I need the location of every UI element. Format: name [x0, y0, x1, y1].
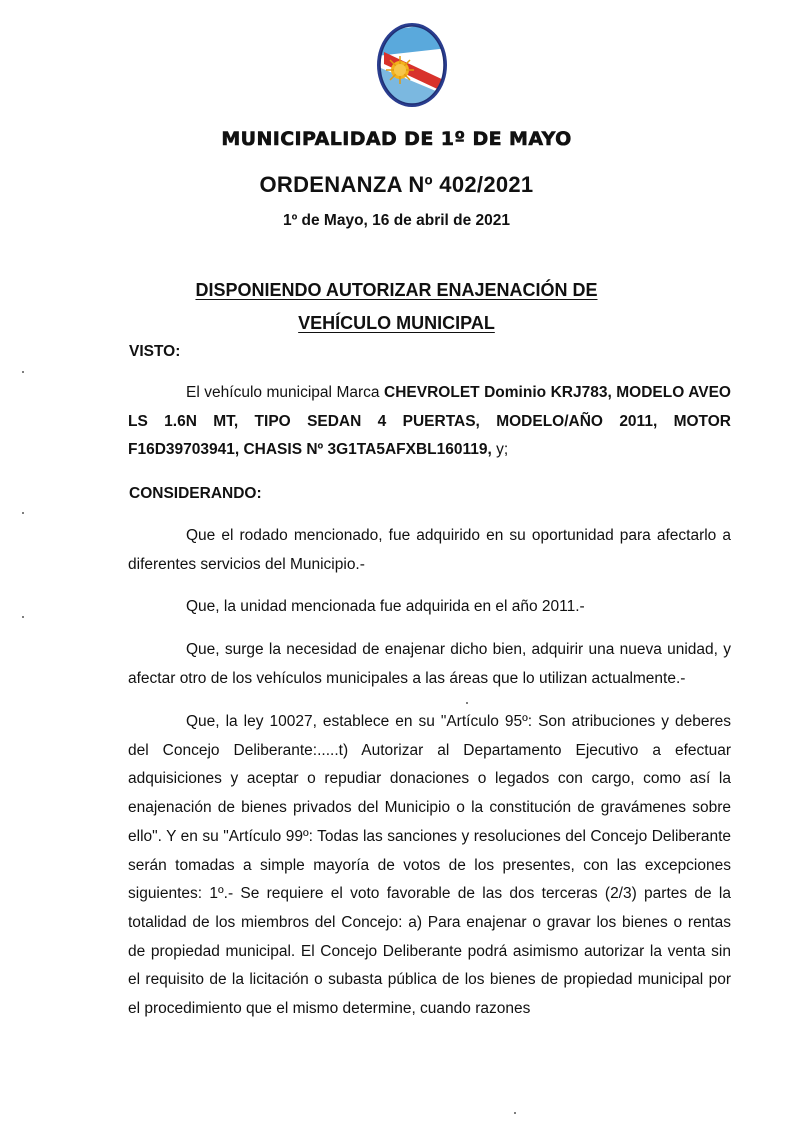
scan-speck	[514, 1112, 516, 1114]
visto-heading: VISTO:	[129, 343, 181, 360]
scan-speck	[466, 702, 468, 704]
title-line-2: VEHÍCULO MUNICIPAL	[298, 313, 495, 333]
considerando-paragraph-4: Que, la ley 10027, establece en su "Artículo 95º: Son atribuciones y deberes del Concejo Deliberante:.....t) Autorizar al Departamento Ejecutivo a efectuar adquisiciones y aceptar o repudiar donaciones o legados con cargo, como así la enajenación de bienes privados del Municipio o la constitución de gravámenes sobre ello". Y en su "Artículo 99º: Todas las sanciones y resoluciones del Concejo Deliberante serán tomadas a simple mayoría de votos de los presentes, con las excepciones siguientes: 1º.- Se requiere el voto favorable de las dos terceras (2/3) partes de la totalidad de los miembros del Concejo: a) Para enajenar o gravar los bienes o rentas de propiedad municipal. El Concejo Deliberante podrá asimismo autorizar la venta sin el requisito de la licitación o subasta pública de los bienes de propiedad municipal por el procedimiento que el mismo determine, cuando razones	[128, 713, 731, 1018]
considerando-paragraph-1: Que el rodado mencionado, fue adquirido en su oportunidad para afectarlo a diferentes servicios del Municipio.-	[128, 527, 731, 573]
vehicle-details: CHEVROLET Dominio KRJ783, MODELO AVEO LS 1.6N MT, TIPO SEDAN 4 PUERTAS, MODELO/AÑO 2011, MOTOR F16D39703941, CHASIS Nº 3G1TA5AFXBL160119,	[128, 384, 731, 459]
visto-paragraph	[128, 379, 731, 465]
scan-speck	[22, 512, 24, 514]
scan-speck	[22, 371, 24, 373]
considerando-paragraph-3: Que, surge la necesidad de enajenar dicho bien, adquirir una nueva unidad, y afectar otro de los vehículos municipales a las áreas que lo utilizan actualmente.-	[128, 641, 731, 687]
scan-speck	[22, 616, 24, 618]
ordinance-date: 1º de Mayo, 16 de abril de 2021	[282, 212, 511, 229]
considerando-paragraph-2: Que, la unidad mencionada fue adquirida en el año 2011.-	[186, 598, 585, 615]
title-line-1: DISPONIENDO AUTORIZAR ENAJENACIÓN DE	[195, 280, 598, 300]
ordinance-number: ORDENANZA Nº 402/2021	[259, 172, 534, 197]
municipal-seal-icon	[376, 22, 448, 108]
ordinance-title	[0, 274, 793, 340]
visto-text-lead: El vehículo municipal Marca	[186, 384, 385, 401]
visto-text-tail: y;	[491, 441, 509, 459]
considerando-heading: CONSIDERANDO:	[129, 485, 262, 502]
municipality-name: MUNICIPALIDAD DE 1º DE MAYO	[221, 128, 572, 150]
